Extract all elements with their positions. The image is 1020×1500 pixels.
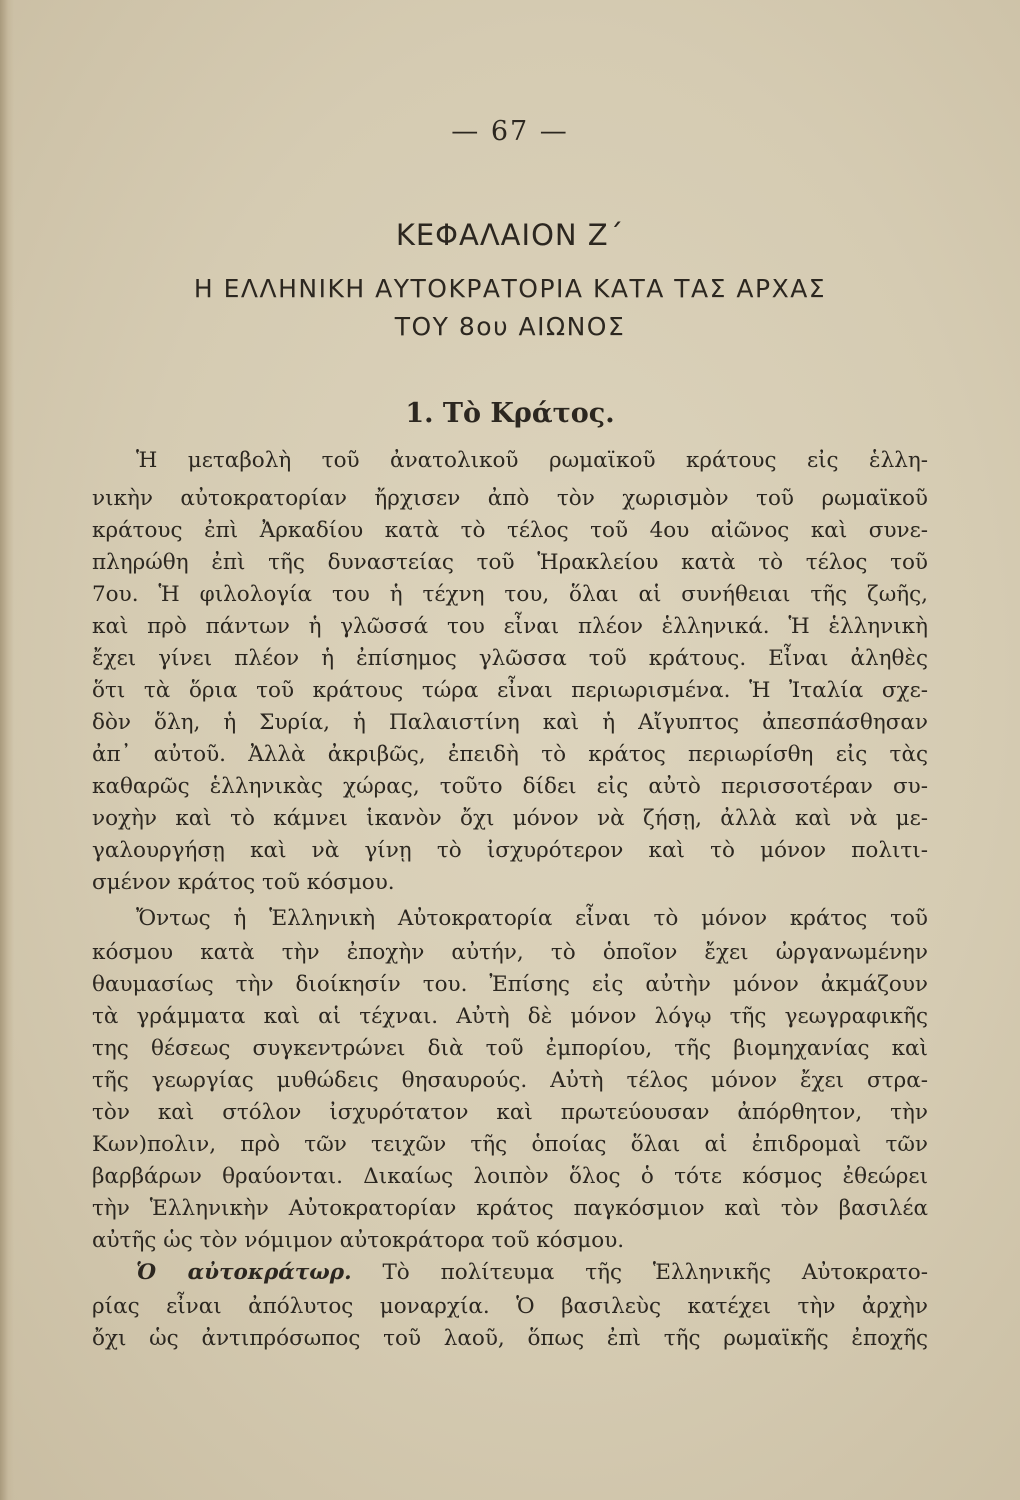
text-line: καθαρῶς ἑλληνικὰς χώρας, τοῦτο δίδει εἰς αὐτὸ περισσοτέραν συ- — [92, 774, 928, 799]
text-line: πληρώθη ἐπὶ τῆς δυναστείας τοῦ Ἡρακλείου κατὰ τὸ τέλος τοῦ — [92, 550, 928, 575]
text-line: ἀπ᾽ αὐτοῦ. Ἀλλὰ ἀκριβῶς, ἐπειδὴ τὸ κράτος περιωρίσθη εἰς τὰς — [92, 742, 928, 767]
text-line: ρίας εἶναι ἀπόλυτος μοναρχία. Ὁ βασιλεὺς κατέχει τὴν ἀρχὴν — [92, 1294, 928, 1319]
text-line: δὸν ὅλη, ἡ Συρία, ἡ Παλαιστίνη καὶ ἡ Αἴγυπτος ἀπεσπάσθησαν — [92, 710, 928, 735]
text-line: Ἡ μεταβολὴ τοῦ ἀνατολικοῦ ρωμαϊκοῦ κράτους εἰς ἑλλη- — [136, 448, 928, 473]
text-line: σμένον κράτος τοῦ κόσμου. — [92, 870, 395, 895]
text-line: τὴν Ἑλληνικὴν Αὐτοκρατορίαν κράτος παγκόσμιον καὶ τὸν βασιλέα — [92, 1196, 928, 1221]
text-line: γαλουργήσῃ καὶ νὰ γίνῃ τὸ ἰσχυρότερον καὶ τὸ μόνον πολιτι- — [92, 838, 928, 863]
text-line: Κων)πολιν, πρὸ τῶν τειχῶν τῆς ὁποίας ὅλαι αἱ ἐπιδρομαὶ τῶν — [92, 1132, 928, 1157]
text-line: θαυμασίως τὴν διοίκησίν του. Ἐπίσης εἰς αὐτὴν μόνον ἀκμάζουν — [92, 972, 928, 997]
paragraph-lead: Ὁ αὐτοκράτωρ. — [136, 1260, 352, 1285]
text-line: βαρβάρων θραύονται. Δικαίως λοιπὸν ὅλος ὁ τότε κόσμος ἐθεώρει — [92, 1164, 928, 1189]
text-line: τῆς γεωργίας μυθώδεις θησαυρούς. Αὐτὴ τέλος μόνον ἔχει στρα- — [92, 1068, 928, 1093]
text-line: καὶ πρὸ πάντων ἡ γλῶσσά του εἶναι πλέον ἑλληνικά. Ἡ ἑλληνικὴ — [92, 614, 928, 639]
text-line: νοχὴν καὶ τὸ κάμνει ἱκανὸν ὄχι μόνον νὰ ζήσῃ, ἀλλὰ καὶ νὰ με- — [92, 806, 928, 831]
text-line: 7ου. Ἡ φιλολογία του ἡ τέχνη του, ὅλαι αἱ συνήθειαι τῆς ζωῆς, — [92, 582, 928, 607]
text-line: αὐτῆς ὡς τὸν νόμιμον αὐτοκράτορα τοῦ κόσμου. — [92, 1228, 625, 1253]
text-line: ὄχι ὡς ἀντιπρόσωπος τοῦ λαοῦ, ὅπως ἐπὶ τῆς ρωμαϊκῆς ἐποχῆς — [92, 1326, 928, 1351]
chapter-subtitle-line-1: Η ΕΛΛΗΝΙΚΗ ΑΥΤΟΚΡΑΤΟΡΙΑ ΚΑΤΑ ΤΑΣ ΑΡΧΑΣ — [193, 274, 827, 303]
text-line: Ὄντως ἡ Ἑλληνικὴ Αὐτοκρατορία εἶναι τὸ μόνον κράτος τοῦ — [136, 906, 928, 931]
text-line: της θέσεως συγκεντρώνει διὰ τοῦ ἐμπορίου, τῆς βιομηχανίας καὶ — [92, 1036, 928, 1061]
page-number: — 67 — — [451, 116, 569, 147]
text-line: ἔχει γίνει πλέον ἡ ἐπίσημος γλῶσσα τοῦ κράτους. Εἶναι ἀληθὲς — [92, 646, 928, 671]
text-line: ὅτι τὰ ὅρια τοῦ κράτους τώρα εἶναι περιωρισμένα. Ἡ Ἰταλία σχε- — [92, 678, 928, 703]
chapter-title: ΚΕΦΑΛΑΙΟΝ Ζ΄ — [395, 218, 625, 252]
text-line: νικὴν αὐτοκρατορίαν ἤρχισεν ἀπὸ τὸν χωρισμὸν τοῦ ρωμαϊκοῦ — [92, 486, 928, 511]
text-line: κόσμου κατὰ τὴν ἐποχὴν αὐτήν, τὸ ὁποῖον ἔχει ὠργανωμένην — [92, 940, 928, 965]
chapter-subtitle-line-2: ΤΟΥ 8ου ΑΙΩΝΟΣ — [394, 312, 626, 341]
text-line: τὰ γράμματα καὶ αἱ τέχναι. Αὐτὴ δὲ μόνον λόγῳ τῆς γεωγραφικῆς — [92, 1004, 928, 1029]
text-line — [136, 1258, 928, 1288]
text-run: Τὸ πολίτευμα τῆς Ἑλληνικῆς Αὐτοκρατο- — [382, 1260, 928, 1285]
text-line: κράτους ἐπὶ Ἀρκαδίου κατὰ τὸ τέλος τοῦ 4ου αἰῶνος καὶ συνε- — [92, 518, 928, 543]
section-heading: 1. Τὸ Κράτος. — [405, 398, 615, 429]
text-line: τὸν καὶ στόλον ἰσχυρότατον καὶ πρωτεύουσαν ἀπόρθητον, τὴν — [92, 1100, 928, 1125]
